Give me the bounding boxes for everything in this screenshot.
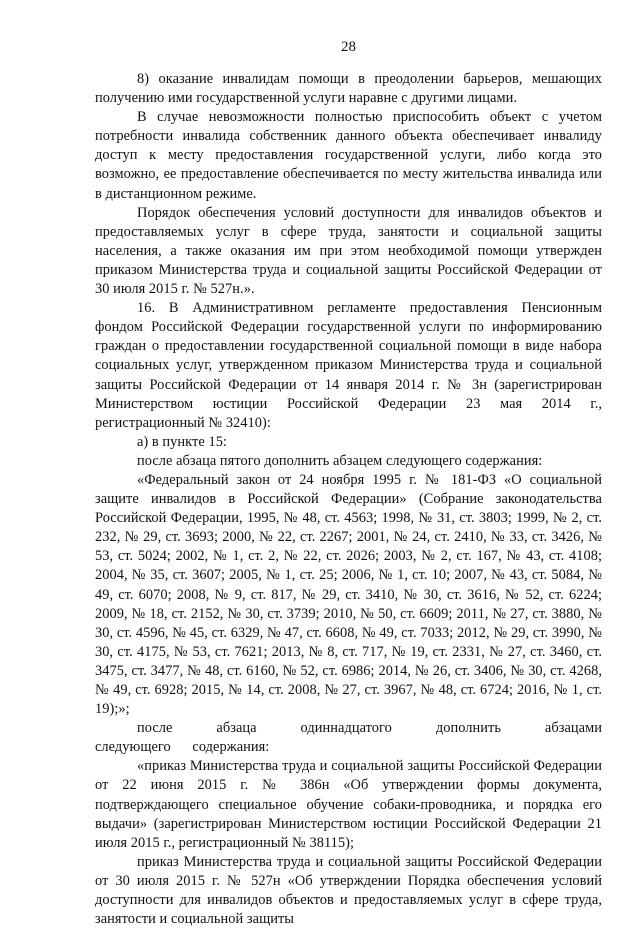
paragraph-item-16: 16. В Административном регламенте предоставления Пенсионным фондом Российской Федерации государственной услуги по информированию граждан о предоставлении государственной социальной помощи в виде набора социальных услуг, утвержденном приказом Министерства труда и социальной защиты Российской Федерации от 14 января 2014 г. № 3н (зарегистрирован Министерством юстиции Российской Федерации 23 мая 2014 г., регистрационный № 32410): — [95, 300, 602, 431]
paragraph-item-8: 8) оказание инвалидам помощи в преодолении барьеров, мешающих получению ими государственной услуги наравне с другими лицами. — [95, 71, 602, 107]
document-body — [95, 70, 602, 929]
paragraph-order-386n: «приказ Министерства труда и социальной защиты Российской Федерации от 22 июня 2015 г. № 386н «Об утверждении формы документа, подтверждающего специальное обучение собаки-проводника, и порядка его выдачи» (зарегистрирован Министерством юстиции Российской Федерации 21 июля 2015 г., регистрационный № 38115); — [95, 758, 602, 851]
paragraph-order-527n: приказ Министерства труда и социальной защиты Российской Федерации от 30 июля 2015 г. № 527н «Об утверждении Порядка обеспечения условий доступности для инвалидов объектов и предоставляемых услуг в сфере труда, занятости и социальной защиты — [95, 853, 602, 928]
page-number: 28 — [341, 39, 356, 55]
paragraph-after-eleventh: после абзаца одиннадцатого дополнить абзацами следующего содержания: — [95, 720, 602, 756]
paragraph-federal-law: «Федеральный закон от 24 ноября 1995 г. № 181-ФЗ «О социальной защите инвалидов в Российской Федерации» (Собрание законодательства Российской Федерации, 1995, № 48, ст. 4563; 1998, № 31, ст. 3803; 1999, № 2, ст. 232, № 29, ст. 3693; 2000, № 22, ст. 2267; 2001, № 24, ст. 2410, № 33, ст. 3426, № 53, ст. 5024; 2002, № 1, ст. 2, № 22, ст. 2026; 2003, № 2, ст. 167, № 43, ст. 4108; 2004, № 35, ст. 3607; 2005, № 1, ст. 25; 2006, № 1, ст. 10; 2007, № 43, ст. 5084, № 49, ст. 6070; 2008, № 9, ст. 817, № 29, ст. 3410, № 30, ст. 3616, № 52, ст. 6224; 2009, № 18, ст. 2152, № 30, ст. 3739; 2010, № 50, ст. 6609; 2011, № 27, ст. 3880, № 30, ст. 4596, № 45, ст. 6329, № 47, ст. 6608, № 49, ст. 7033; 2012, № 29, ст. 3990, № 30, ст. 4175, № 53, ст. 7621; 2013, № 8, ст. 717, № 19, ст. 2331, № 27, ст. 3460, ст. 3475, ст. 3477, № 48, ст. 6160, № 52, ст. 6986; 2014, № 26, ст. 3406, № 30, ст. 4268, № 49, ст. 6928; 2015, № 14, ст. 2008, № 27, ст. 3967, № 48, ст. 6724; 2016, № 1, ст. 19);»; — [95, 471, 602, 718]
paragraph-procedure: Порядок обеспечения условий доступности для инвалидов объектов и предоставляемых услуг в сфере труда, занятости и социальной защиты населения, а также оказания им при этом необходимой помощи утвержден приказом Министерства труда и социальной защиты Российской Федерации от 30 июля 2015 г. № 527н.». — [95, 204, 602, 298]
paragraph-impossibility: В случае невозможности полностью приспособить объект с учетом потребности инвалида собственник данного объекта обеспечивает инвалиду доступ к месту предоставления государственной услуги, либо когда это возможно, ее предоставление обеспечивается по месту жительства инвалида или в дистанционном режиме. — [95, 109, 602, 202]
paragraph-after-fifth: после абзаца пятого дополнить абзацем следующего содержания: — [137, 452, 543, 469]
paragraph-subitem-a: а) в пункте 15: — [137, 433, 227, 450]
